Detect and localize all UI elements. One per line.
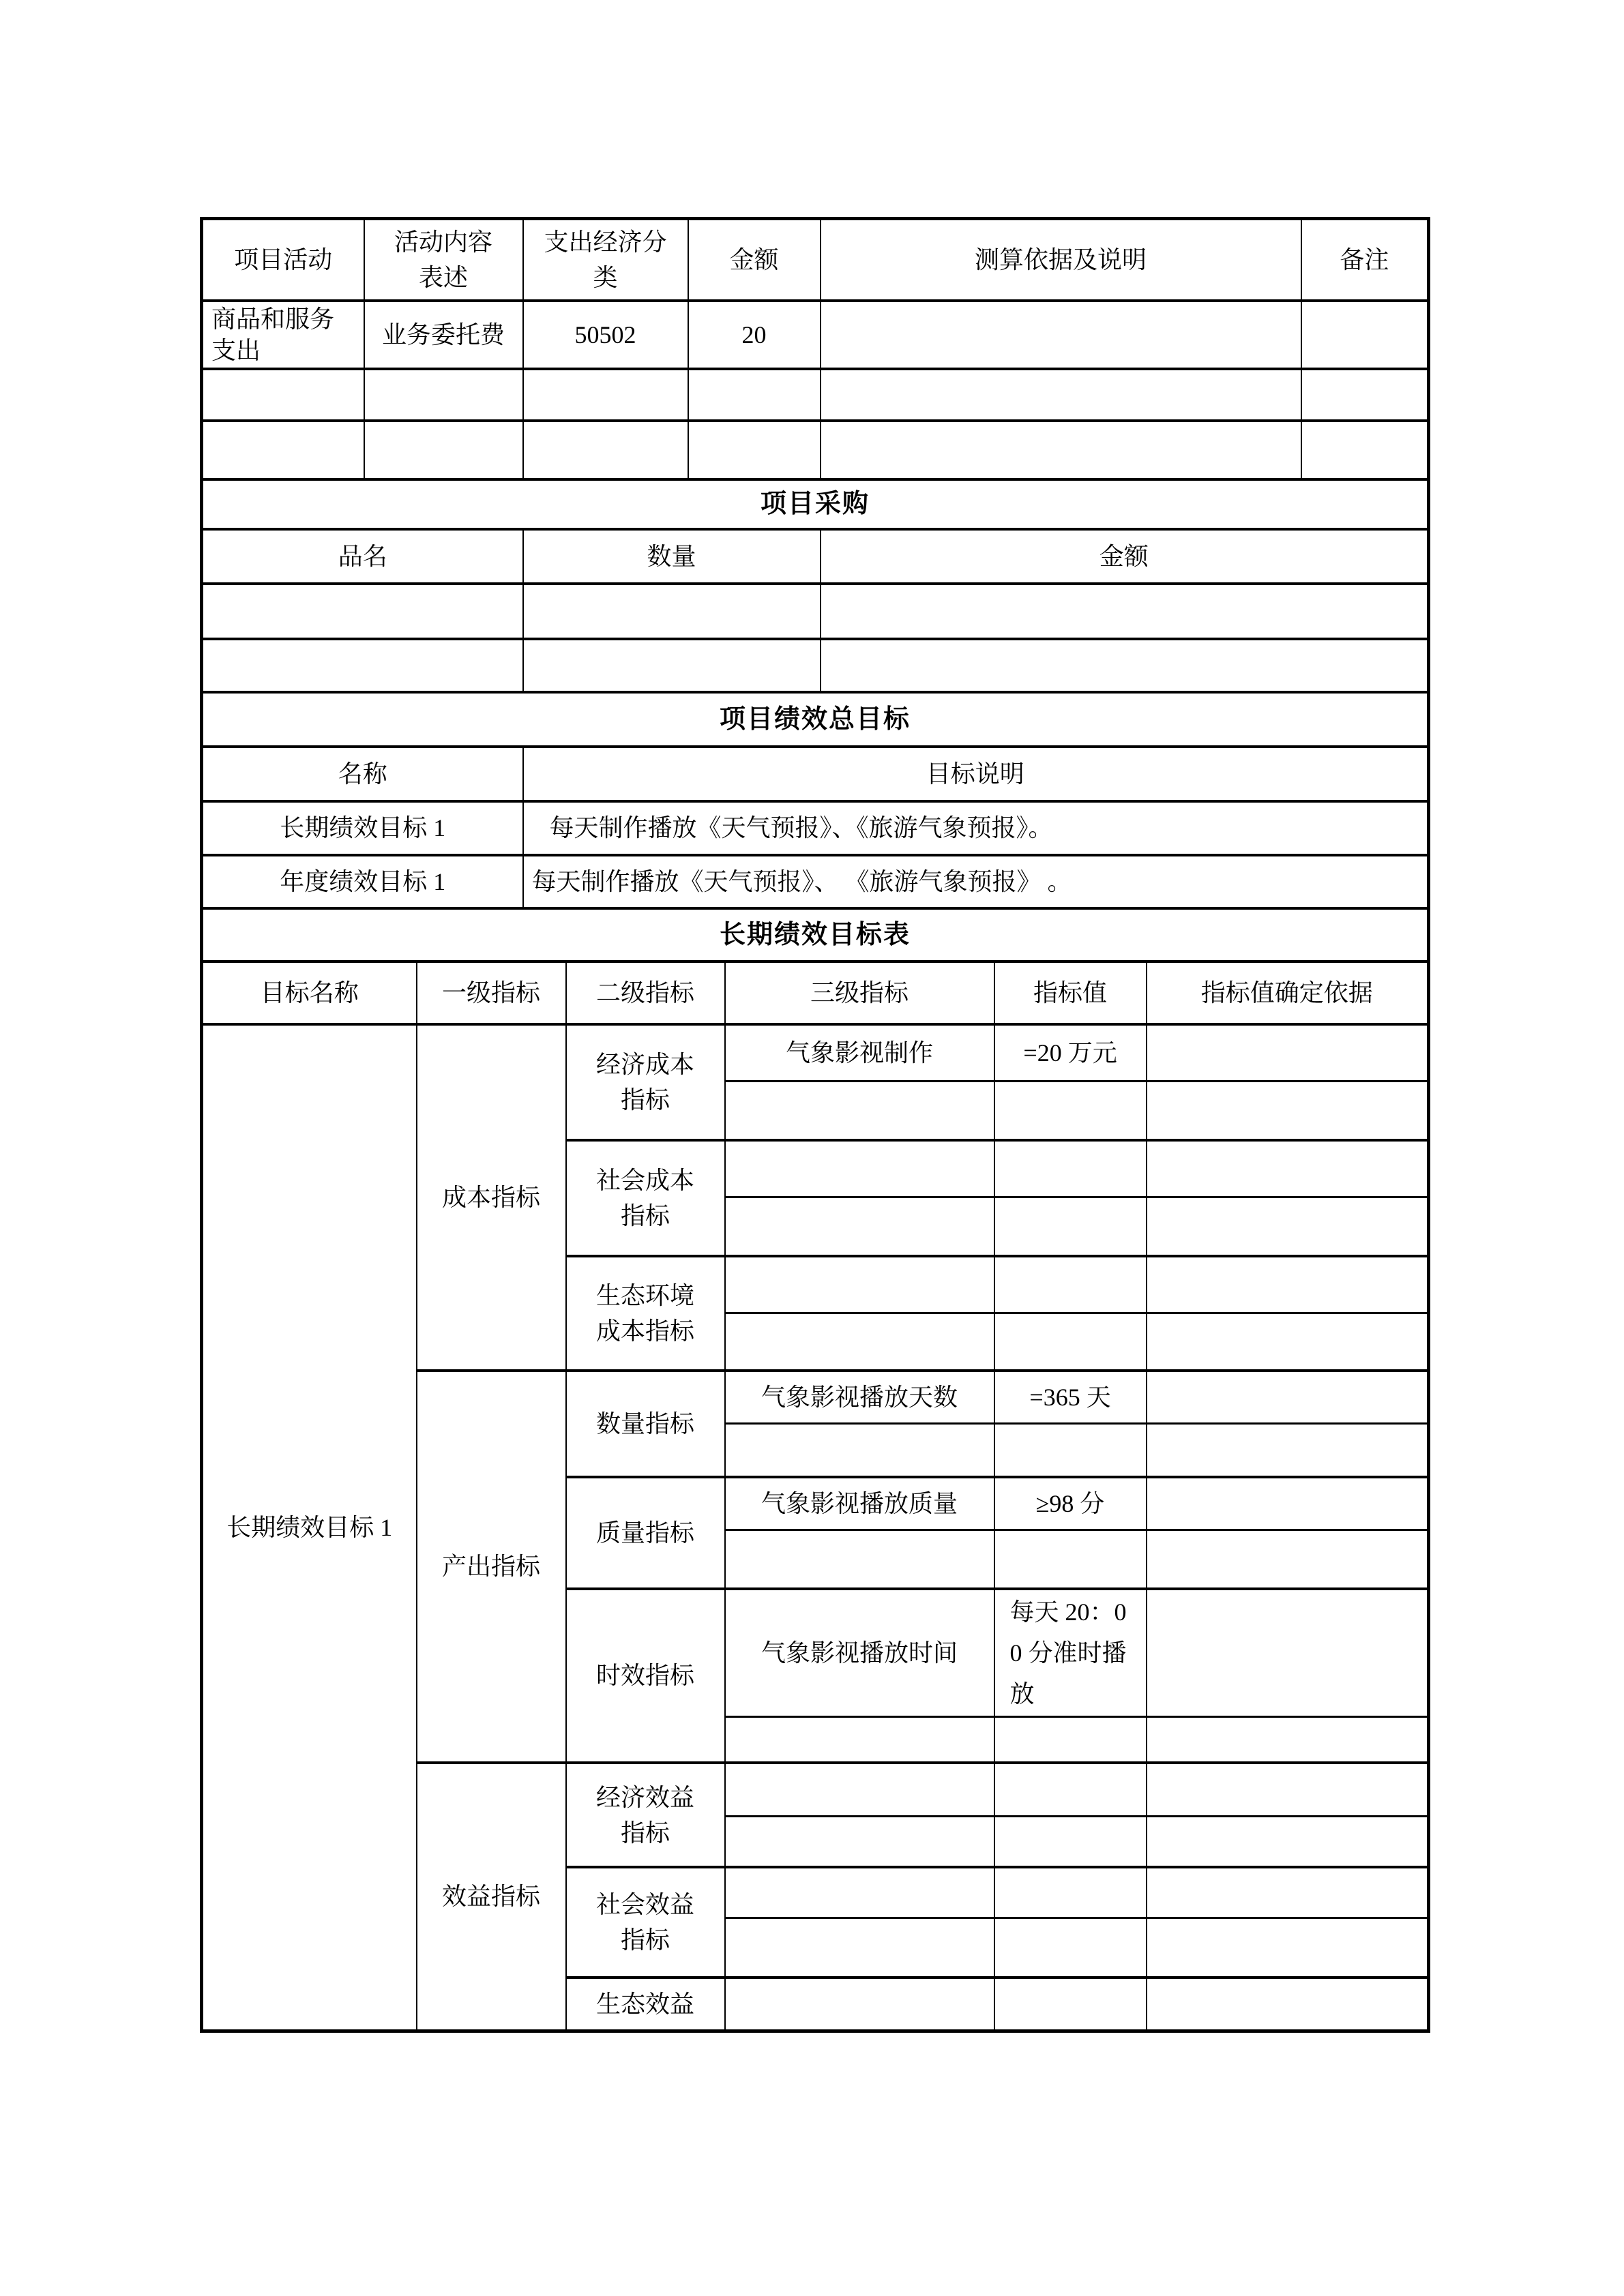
empty-cell: [523, 369, 688, 421]
empty-cell: [725, 1256, 994, 1313]
cell-level2-economic-benefit: 经济效益指标: [566, 1763, 725, 1867]
empty-cell: [688, 369, 821, 421]
cell-activity-description: 业务委托费: [364, 301, 523, 369]
cell-level3-indicator: 气象影视播放天数: [725, 1371, 994, 1424]
empty-cell: [994, 1424, 1147, 1477]
header-amount: 金额: [688, 219, 821, 301]
empty-cell: [202, 639, 523, 692]
section-title-overall-goal: 项目绩效总目标: [202, 692, 1429, 747]
empty-cell: [1147, 1082, 1429, 1140]
section-title-procurement: 项目采购: [202, 479, 1429, 529]
header-remark: 备注: [1301, 219, 1429, 301]
header-value-basis: 指标值确定依据: [1147, 961, 1429, 1024]
empty-cell: [364, 369, 523, 421]
empty-cell: [1147, 1313, 1429, 1371]
header-item-name: 品名: [202, 529, 523, 584]
cell-calculation-basis: [821, 301, 1301, 369]
empty-cell: [725, 1140, 994, 1197]
longterm-goal-row: [202, 801, 1429, 855]
cell-level1-benefit: 效益指标: [417, 1763, 566, 2031]
empty-cell: [688, 421, 821, 479]
cell-level1-cost: 成本指标: [417, 1024, 566, 1371]
empty-cell: [523, 639, 821, 692]
header-goal-name: 名称: [202, 747, 523, 801]
header-calculation-basis: 测算依据及说明: [821, 219, 1301, 301]
empty-cell: [821, 421, 1301, 479]
cell-value-basis: [1147, 1477, 1429, 1530]
header-procurement-amount: 金额: [821, 529, 1429, 584]
procurement-title-row: [202, 479, 1429, 529]
empty-cell: [994, 1530, 1147, 1589]
annual-goal-row: [202, 855, 1429, 908]
cell-economic-category-code: 50502: [523, 301, 688, 369]
cell-level3-indicator: 气象影视播放时间: [725, 1589, 994, 1717]
empty-cell: [1147, 1978, 1429, 2031]
empty-cell: [994, 1763, 1147, 1816]
empty-cell: [725, 1197, 994, 1256]
empty-cell: [725, 1424, 994, 1477]
cell-indicator-value: =365 天: [994, 1371, 1147, 1424]
budget-header-row: [202, 219, 1429, 301]
empty-cell: [1147, 1716, 1429, 1763]
cell-indicator-value: 每天 20：00 分准时播放: [994, 1589, 1147, 1717]
cell-indicator-value: =20 万元: [994, 1024, 1147, 1082]
budget-empty-row: [202, 369, 1429, 421]
cell-level2-eco-environment-cost: 生态环境成本指标: [566, 1256, 725, 1371]
empty-cell: [1301, 369, 1429, 421]
empty-cell: [994, 1140, 1147, 1197]
project-performance-table: [200, 217, 1430, 2033]
procurement-header-row: [202, 529, 1429, 584]
indicator-row: [202, 1024, 1429, 1082]
cell-longterm-goal-description: 每天制作播放《天气预报》、《旅游气象预报》。: [523, 801, 1429, 855]
budget-data-row: [202, 301, 1429, 369]
procurement-empty-row: [202, 639, 1429, 692]
header-quantity: 数量: [523, 529, 821, 584]
empty-cell: [202, 421, 364, 479]
empty-cell: [725, 1763, 994, 1816]
cell-annual-goal-description: 每天制作播放《天气预报》、 《旅游气象预报》 。: [523, 855, 1429, 908]
empty-cell: [821, 639, 1429, 692]
document-page: [200, 217, 1430, 2033]
cell-value-basis: [1147, 1371, 1429, 1424]
empty-cell: [725, 1918, 994, 1978]
header-indicator-value: 指标值: [994, 961, 1147, 1024]
empty-cell: [994, 1082, 1147, 1140]
empty-cell: [994, 1313, 1147, 1371]
empty-cell: [1147, 1256, 1429, 1313]
empty-cell: [1147, 1816, 1429, 1867]
overall-goal-title-row: [202, 692, 1429, 747]
empty-cell: [1147, 1530, 1429, 1589]
empty-cell: [202, 369, 364, 421]
procurement-empty-row: [202, 584, 1429, 639]
empty-cell: [523, 584, 821, 639]
empty-cell: [994, 1716, 1147, 1763]
budget-empty-row: [202, 421, 1429, 479]
cell-level1-output: 产出指标: [417, 1371, 566, 1763]
empty-cell: [725, 1530, 994, 1589]
header-activity-description: 活动内容表述: [364, 219, 523, 301]
cell-longterm-goal-name: 长期绩效目标 1: [202, 801, 523, 855]
cell-level3-indicator: 气象影视制作: [725, 1024, 994, 1082]
cell-indicator-value: ≥98 分: [994, 1477, 1147, 1530]
header-expense-economic-category: 支出经济分类: [523, 219, 688, 301]
section-title-longterm-table: 长期绩效目标表: [202, 908, 1429, 961]
header-target-name: 目标名称: [202, 961, 417, 1024]
empty-cell: [725, 1978, 994, 2031]
empty-cell: [725, 1716, 994, 1763]
cell-level2-social-cost: 社会成本指标: [566, 1140, 725, 1256]
empty-cell: [994, 1867, 1147, 1918]
empty-cell: [1147, 1197, 1429, 1256]
header-project-activity: 项目活动: [202, 219, 364, 301]
empty-cell: [821, 584, 1429, 639]
empty-cell: [725, 1867, 994, 1918]
longterm-table-title-row: [202, 908, 1429, 961]
empty-cell: [1147, 1763, 1429, 1816]
cell-level2-quantity: 数量指标: [566, 1371, 725, 1477]
header-level2-indicator: 二级指标: [566, 961, 725, 1024]
empty-cell: [994, 1197, 1147, 1256]
cell-level3-indicator: 气象影视播放质量: [725, 1477, 994, 1530]
longterm-table-header-row: [202, 961, 1429, 1024]
empty-cell: [725, 1313, 994, 1371]
empty-cell: [1147, 1140, 1429, 1197]
cell-annual-goal-name: 年度绩效目标 1: [202, 855, 523, 908]
cell-activity: 商品和服务支出: [202, 301, 364, 369]
cell-value-basis: [1147, 1589, 1429, 1717]
empty-cell: [364, 421, 523, 479]
cell-value-basis: [1147, 1024, 1429, 1082]
empty-cell: [1147, 1424, 1429, 1477]
cell-amount: 20: [688, 301, 821, 369]
empty-cell: [523, 421, 688, 479]
cell-level2-eco-benefit: 生态效益: [566, 1978, 725, 2031]
empty-cell: [725, 1816, 994, 1867]
empty-cell: [994, 1256, 1147, 1313]
cell-remark: [1301, 301, 1429, 369]
header-level1-indicator: 一级指标: [417, 961, 566, 1024]
empty-cell: [1147, 1867, 1429, 1918]
cell-target-name: 长期绩效目标 1: [202, 1024, 417, 2031]
cell-level2-timeliness: 时效指标: [566, 1589, 725, 1763]
cell-level2-economic-cost: 经济成本指标: [566, 1024, 725, 1140]
empty-cell: [202, 584, 523, 639]
empty-cell: [1301, 421, 1429, 479]
header-goal-description: 目标说明: [523, 747, 1429, 801]
overall-goal-header-row: [202, 747, 1429, 801]
empty-cell: [994, 1816, 1147, 1867]
empty-cell: [821, 369, 1301, 421]
empty-cell: [1147, 1918, 1429, 1978]
cell-level2-quality: 质量指标: [566, 1477, 725, 1589]
cell-level2-social-benefit: 社会效益指标: [566, 1867, 725, 1978]
empty-cell: [994, 1918, 1147, 1978]
empty-cell: [994, 1978, 1147, 2031]
empty-cell: [725, 1082, 994, 1140]
header-level3-indicator: 三级指标: [725, 961, 994, 1024]
